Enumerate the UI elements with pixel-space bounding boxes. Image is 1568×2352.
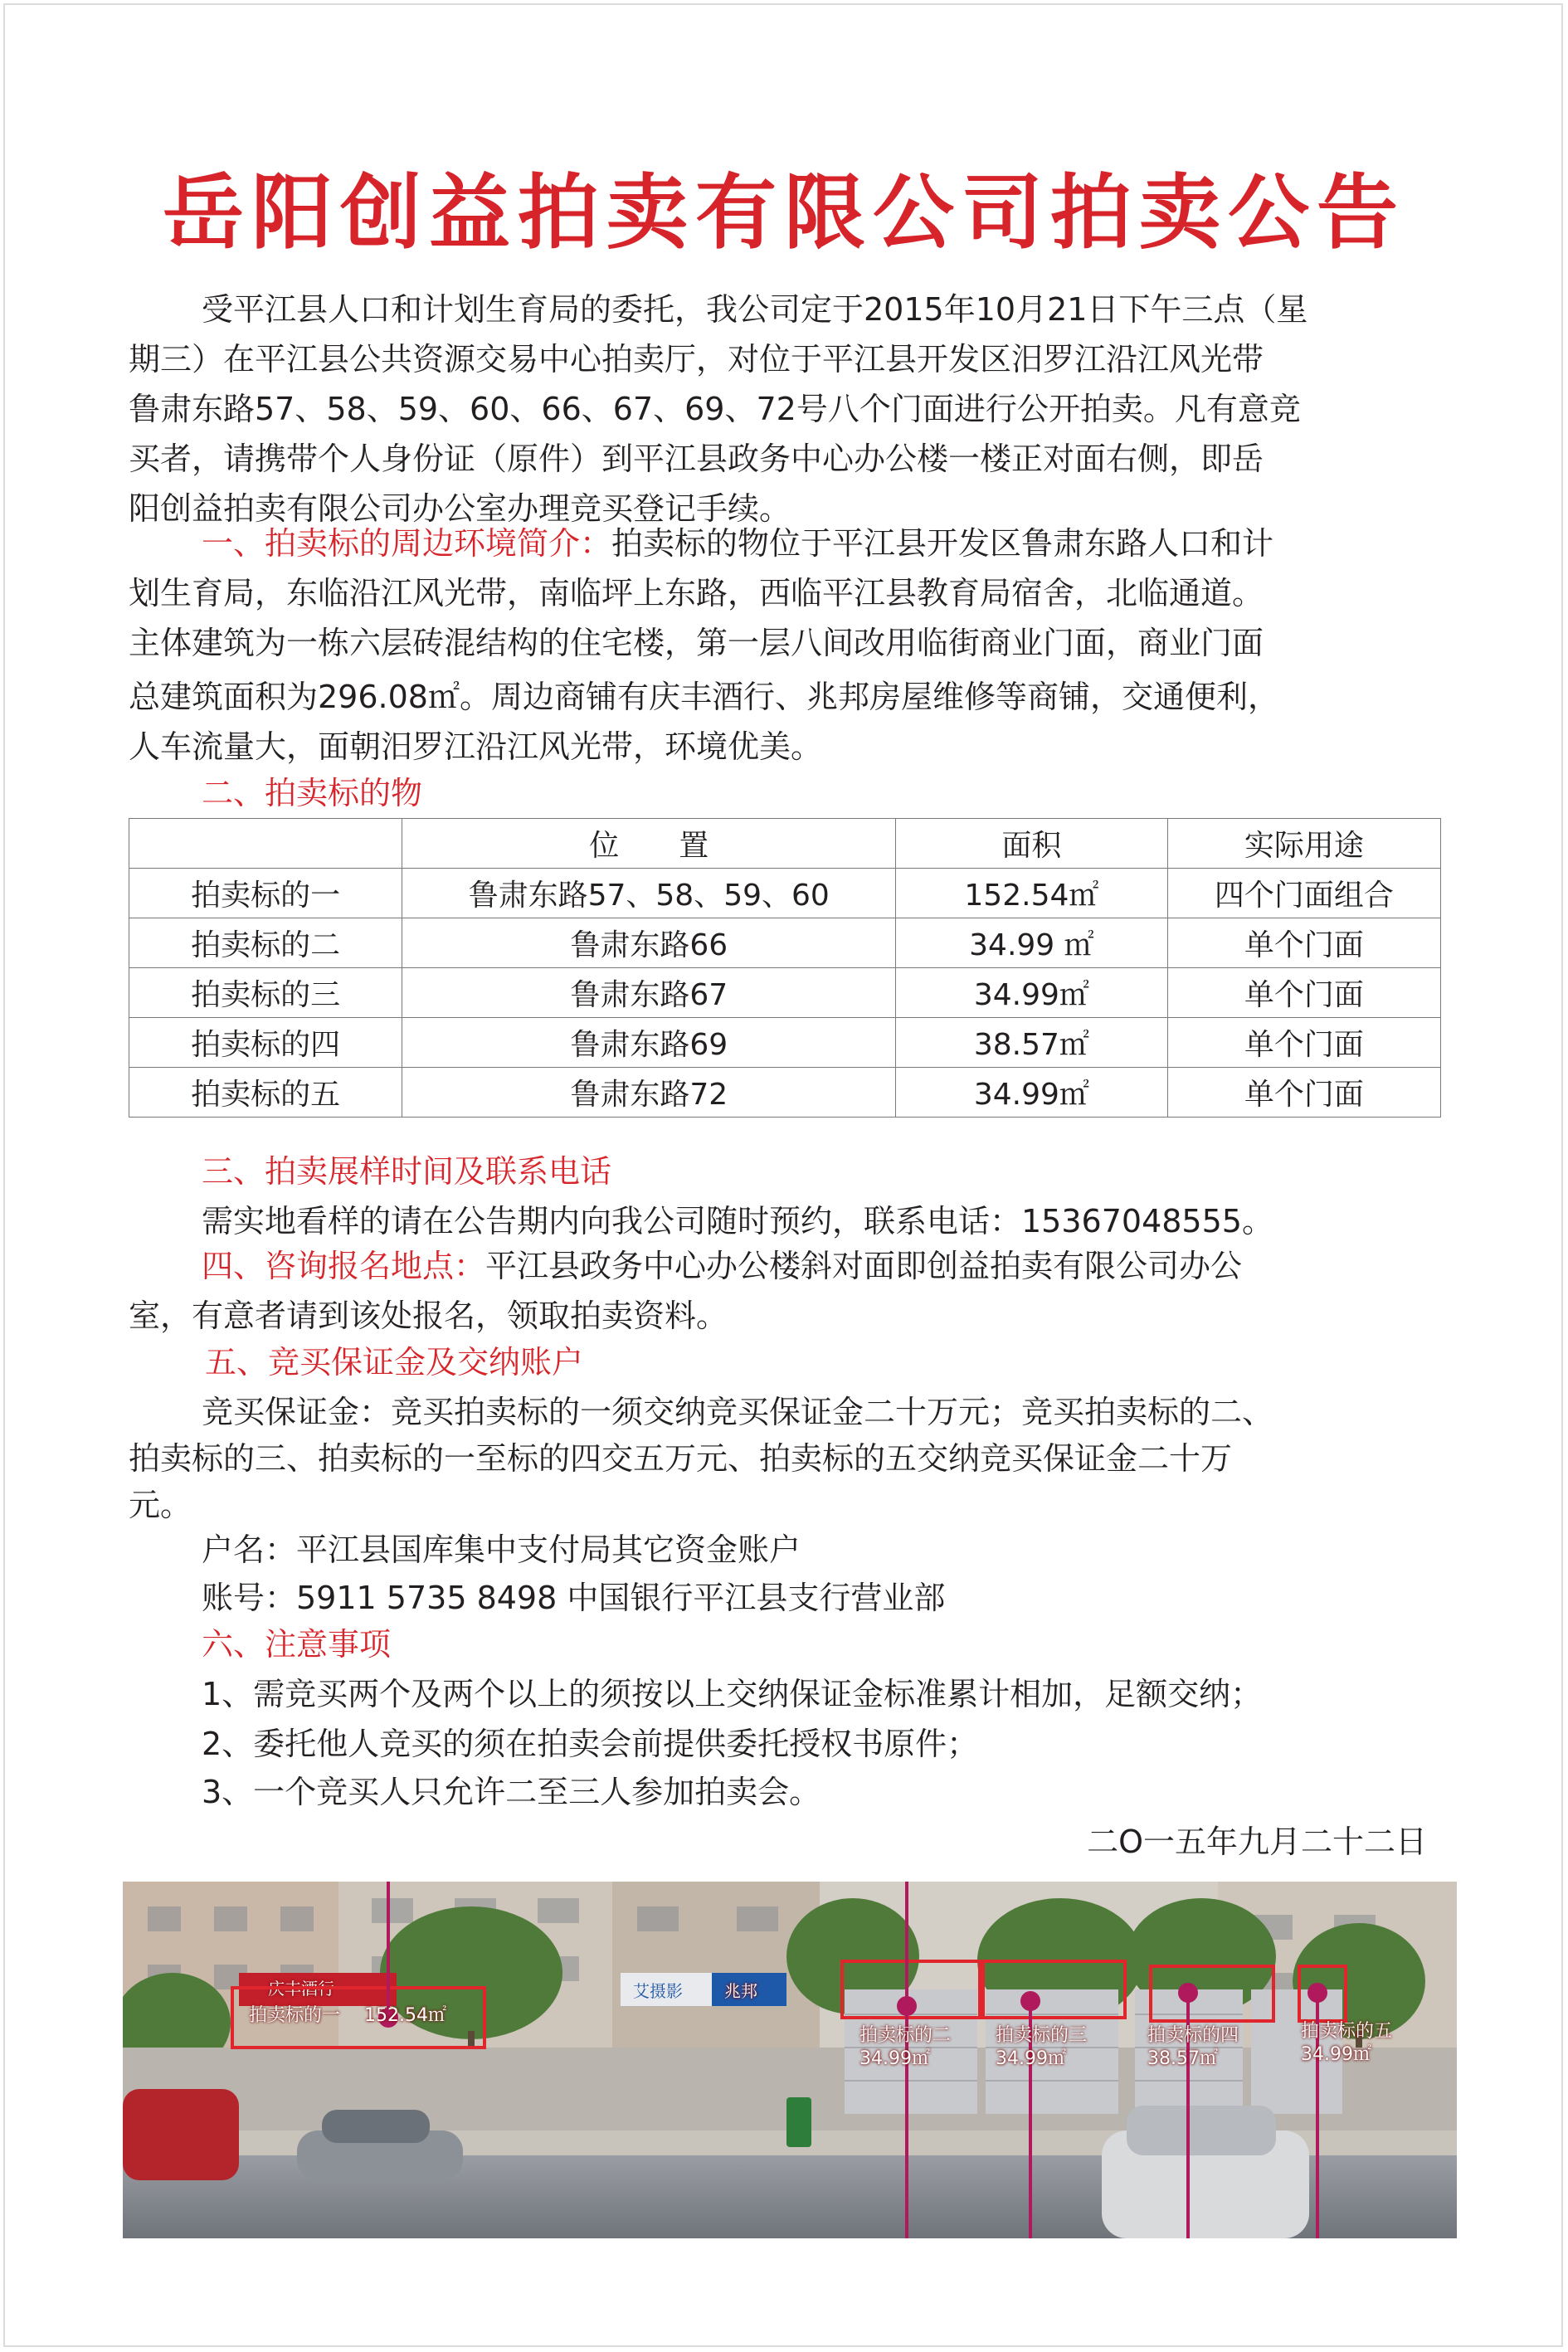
lot-4-marker xyxy=(1149,1965,1275,2023)
table-cell: 单个门面 xyxy=(1167,1018,1440,1068)
lot-4-dot xyxy=(1178,1983,1198,2003)
table-cell: 拍卖标的五 xyxy=(129,1068,402,1118)
lot-3-dot xyxy=(1020,1991,1040,2011)
section-text: 需实地看样的请在公告期内向我公司随时预约，联系电话：15367048555。 xyxy=(202,1203,1273,1239)
table-header-row xyxy=(129,819,1441,869)
section-heading: 三、拍卖展样时间及联系电话 xyxy=(202,1153,612,1190)
section-text: 人车流量大，面朝汨罗江沿江风光带，环境优美。 xyxy=(129,728,823,765)
section-heading: 二、拍卖标的物 xyxy=(202,775,423,811)
lot-1-pointer xyxy=(387,1882,390,2023)
section-text: 主体建筑为一栋六层砖混结构的住宅楼，第一层八间改用临街商业门面，商业门面 xyxy=(129,625,1264,661)
table-cell: 34.99㎡ xyxy=(896,968,1168,1018)
table-cell: 拍卖标的四 xyxy=(129,1018,402,1068)
table-cell: 鲁肃东路69 xyxy=(402,1018,896,1068)
section-text: 拍卖标的物位于平江县开发区鲁肃东路人口和计 xyxy=(611,525,1274,562)
table-header-cell xyxy=(129,819,402,869)
table-header-cell: 位 置 xyxy=(402,819,896,869)
table-cell: 38.57㎡ xyxy=(896,1018,1168,1068)
lot-3-marker xyxy=(981,1960,1127,2019)
notice-date: 二O一五年九月二十二日 xyxy=(1087,1824,1427,1860)
section-text: 拍卖标的三、拍卖标的一至标的四交五万元、拍卖标的五交纳竞买保证金二十万 xyxy=(129,1440,1233,1477)
section-text: 竞买保证金：竞买拍卖标的一须交纳竞买保证金二十万元；竞买拍卖标的二、 xyxy=(202,1394,1274,1430)
account-number: 账号：5911 5735 8498 中国银行平江县支行营业部 xyxy=(202,1580,946,1616)
lot-1-label: 拍卖标的一 152.54㎡ xyxy=(249,2005,446,2026)
intro-line: 受平江县人口和计划生育局的委托，我公司定于2015年10月21日下午三点（星 xyxy=(202,291,1308,328)
intro-line: 期三）在平江县公共资源交易中心拍卖厅，对位于平江县开发区汨罗江沿江风光带 xyxy=(129,341,1264,377)
table-cell: 鲁肃东路72 xyxy=(402,1068,896,1118)
shop-sign: 庆丰酒行 xyxy=(268,1979,334,1999)
street-scene xyxy=(123,1882,1457,2238)
table-cell: 鲁肃东路66 xyxy=(402,918,896,968)
shop-sign: 艾摄影 xyxy=(633,1981,683,2001)
section-heading: 一、拍卖标的周边环境简介： xyxy=(202,525,612,562)
table-cell: 拍卖标的二 xyxy=(129,918,402,968)
lot-5-dot xyxy=(1307,1983,1327,2003)
shop-sign: 兆邦 xyxy=(724,1981,757,2001)
table-cell: 34.99㎡ xyxy=(896,1068,1168,1118)
intro-line: 阳创益拍卖有限公司办公室办理竞买登记手续。 xyxy=(129,490,791,527)
table-cell: 鲁肃东路57、58、59、60 xyxy=(402,869,896,918)
table-cell: 单个门面 xyxy=(1167,1068,1440,1118)
lot-4-area: 38.57㎡ xyxy=(1147,2048,1218,2069)
section-text: 平江县政务中心办公楼斜对面即创益拍卖有限公司办公 xyxy=(485,1248,1243,1284)
lot-3-area: 34.99㎡ xyxy=(996,2048,1066,2069)
table-cell: 鲁肃东路67 xyxy=(402,968,896,1018)
table-cell: 拍卖标的一 xyxy=(129,869,402,918)
lot-2-area: 34.99㎡ xyxy=(859,2048,930,2069)
section-text: 总建筑面积为296.08㎡。周边商铺有庆丰酒行、兆邦房屋维修等商铺，交通便利， xyxy=(129,679,1279,715)
table-row xyxy=(129,869,1441,918)
section-heading: 五、竞买保证金及交纳账户 xyxy=(205,1344,584,1381)
section-text: 室，有意者请到该处报名，领取拍卖资料。 xyxy=(129,1298,728,1334)
page-title: 岳阳创益拍卖有限公司拍卖公告 xyxy=(162,165,1405,261)
table-header-cell: 面积 xyxy=(896,819,1168,869)
table-cell: 四个门面组合 xyxy=(1167,869,1440,918)
intro-line: 鲁肃东路57、58、59、60、66、67、69、72号八个门面进行公开拍卖。凡有意竞 xyxy=(129,391,1301,427)
intro-line: 买者，请携带个人身份证（原件）到平江县政务中心办公楼一楼正对面右侧，即岳 xyxy=(129,441,1264,477)
section-heading: 六、注意事项 xyxy=(202,1626,392,1663)
lot-5-label: 拍卖标的五 xyxy=(1301,2021,1393,2042)
lot-3-label: 拍卖标的三 xyxy=(996,2025,1088,2046)
account-name: 户名：平江县国库集中支付局其它资金账户 xyxy=(202,1531,801,1568)
section-text: 元。 xyxy=(129,1487,192,1523)
street-photo xyxy=(123,1882,1457,2238)
table-row xyxy=(129,1068,1441,1118)
table-row xyxy=(129,918,1441,968)
table-cell: 单个门面 xyxy=(1167,968,1440,1018)
table-header-cell: 实际用途 xyxy=(1167,819,1440,869)
items-table xyxy=(129,818,1441,1118)
lot-4-label: 拍卖标的四 xyxy=(1147,2025,1239,2046)
list-item: 1、需竞买两个及两个以上的须按以上交纳保证金标准累计相加，足额交纳； xyxy=(202,1676,1263,1712)
table-cell: 34.99 ㎡ xyxy=(896,918,1168,968)
table-row xyxy=(129,968,1441,1018)
section-heading: 四、咨询报名地点： xyxy=(202,1248,486,1284)
table-row xyxy=(129,1018,1441,1068)
lot-2-dot xyxy=(897,1996,917,2016)
table-cell: 152.54㎡ xyxy=(896,869,1168,918)
lot-5-area: 34.99㎡ xyxy=(1301,2044,1371,2065)
list-item: 2、委托他人竞买的须在拍卖会前提供委托授权书原件； xyxy=(202,1726,979,1762)
table-cell: 单个门面 xyxy=(1167,918,1440,968)
table-cell: 拍卖标的三 xyxy=(129,968,402,1018)
section-text: 划生育局，东临沿江风光带，南临坪上东路，西临平江县教育局宿舍，北临通道。 xyxy=(129,575,1264,611)
list-item: 3、一个竞买人只允许二至三人参加拍卖会。 xyxy=(202,1774,821,1810)
lot-2-label: 拍卖标的二 xyxy=(859,2025,952,2046)
